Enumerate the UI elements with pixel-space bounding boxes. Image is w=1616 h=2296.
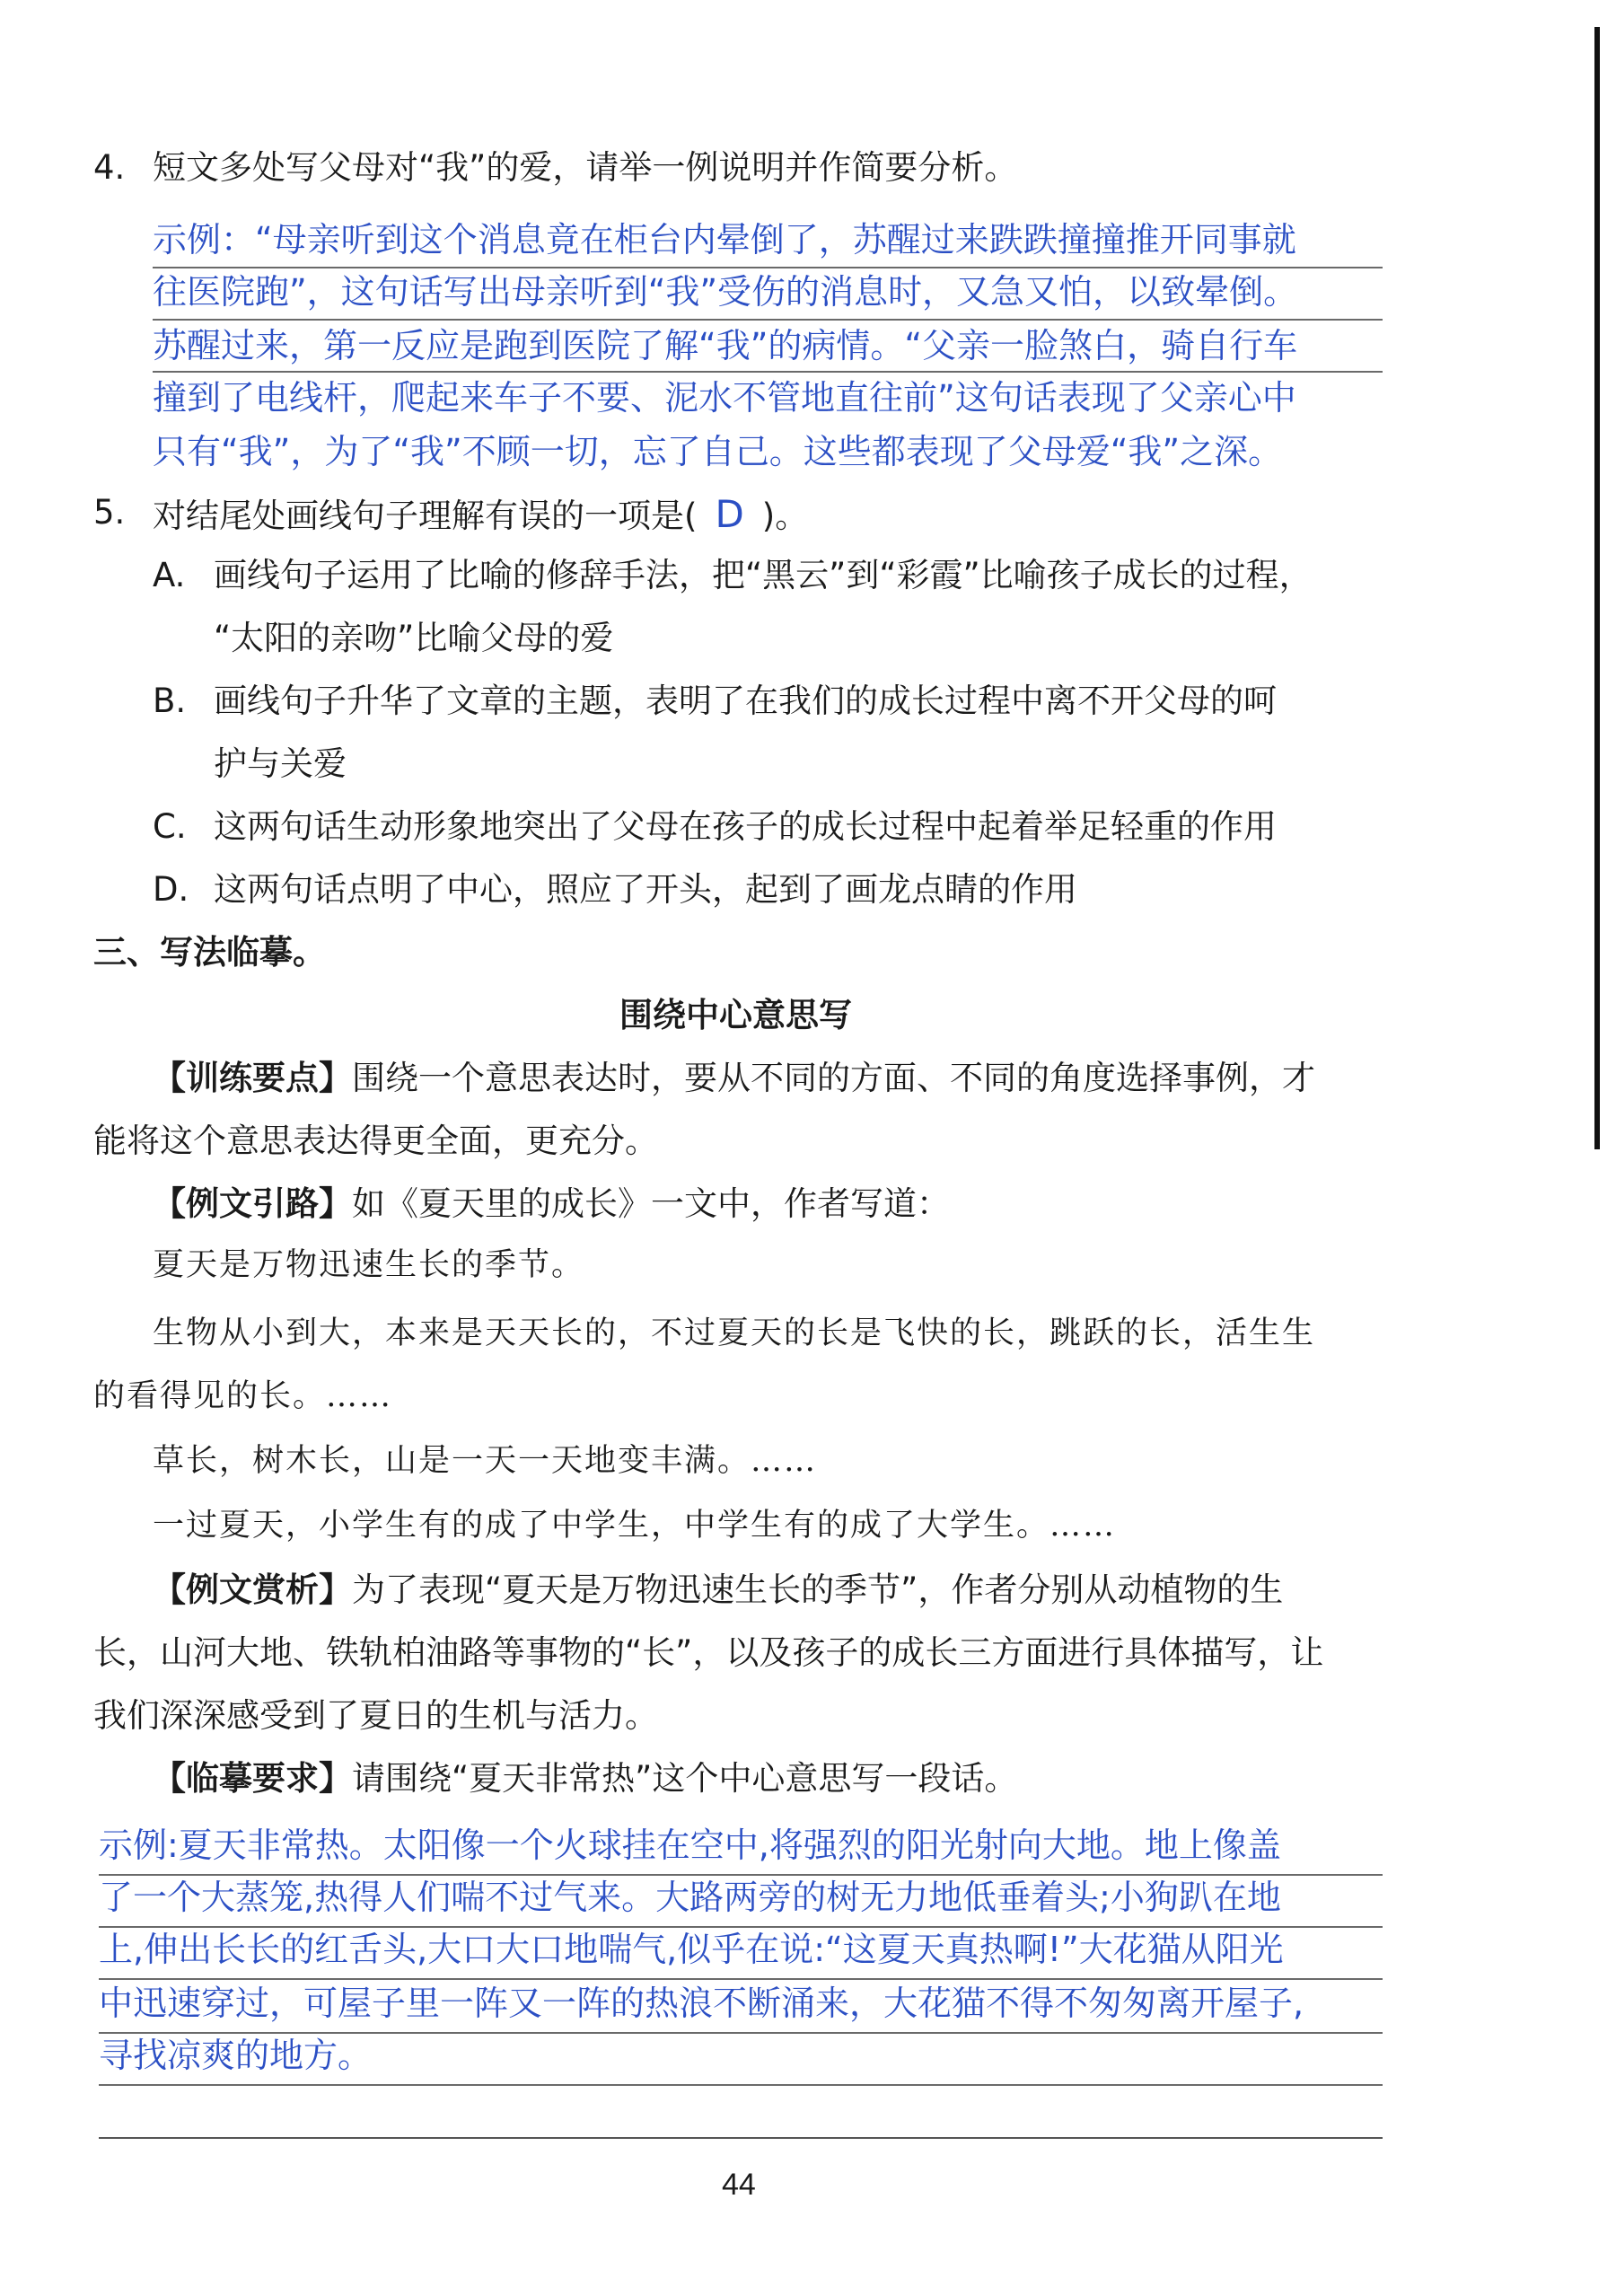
q4-answer-line: 往医院跑”，这句话写出母亲听到“我”受伤的消息时，又急又怕，以致晕倒。 bbox=[153, 272, 1298, 312]
q5-option-text: “太阳的亲吻”比喻父母的爱 bbox=[214, 619, 614, 657]
q5-option-text: 画线句子升华了文章的主题，表明了在我们的成长过程中离不开父母的呵 bbox=[214, 682, 1277, 720]
analysis-text: 我们深深感受到了夏日的生机与活力。 bbox=[93, 1696, 658, 1735]
q5-stem bbox=[153, 492, 809, 536]
training-tag: 【训练要点】 bbox=[153, 1059, 352, 1097]
q5-option-text: 这两句话点明了中心，照应了开头，起到了画龙点睛的作用 bbox=[214, 870, 1077, 909]
analysis-tag: 【例文赏析】 bbox=[153, 1570, 352, 1609]
excerpt-line: 生物从小到大，本来是天天长的，不过夏天的长是飞快的长，跳跃的长，活生生 bbox=[153, 1315, 1316, 1351]
analysis-text: 为了表现“夏天是万物迅速生长的季节”，作者分别从动植物的生 bbox=[352, 1570, 1284, 1609]
q5-option-label: B. bbox=[153, 682, 187, 720]
q5-option-label: D. bbox=[153, 870, 189, 909]
requirement-paragraph bbox=[153, 1759, 1018, 1798]
training-text: 能将这个意思表达得更全面，更充分。 bbox=[93, 1122, 658, 1160]
answer-rule bbox=[153, 267, 1383, 268]
answer-rule bbox=[99, 2032, 1383, 2034]
example-tag: 【例文引路】 bbox=[153, 1184, 352, 1223]
analysis-text: 长，山河大地、铁轨柏油路等事物的“长”，以及孩子的成长三方面进行具体描写，让 bbox=[93, 1633, 1324, 1672]
example-intro: 如《夏天里的成长》一文中，作者写道： bbox=[352, 1184, 950, 1223]
q5-option-text: 护与关爱 bbox=[214, 744, 347, 783]
excerpt-line: 夏天是万物迅速生长的季节。 bbox=[153, 1247, 585, 1283]
excerpt-line: 一过夏天，小学生有的成了中学生，中学生有的成了大学生。…… bbox=[153, 1508, 1117, 1544]
q5-option-label: A. bbox=[153, 556, 186, 594]
excerpt-line: 草长，树木长，山是一天一天地变丰满。…… bbox=[153, 1443, 818, 1479]
section-heading: 三、写法临摹。 bbox=[93, 933, 326, 972]
excerpt-line: 的看得见的长。…… bbox=[93, 1378, 393, 1414]
q5-option-label: C. bbox=[153, 807, 187, 846]
q5-number: 5. bbox=[93, 493, 126, 532]
q4-answer-line: 只有“我”，为了“我”不顾一切，忘了自己。这些都表现了父母爱“我”之深。 bbox=[153, 432, 1283, 471]
page-edge-bar bbox=[1594, 27, 1600, 1149]
page-number: 44 bbox=[722, 2168, 756, 2202]
q4-answer-line: 撞到了电线杆，爬起来车子不要、泥水不管地直往前”这句话表现了父亲心中 bbox=[153, 378, 1296, 418]
writing-answer-line: 中迅速穿过，可屋子里一阵又一阵的热浪不断涌来，大花猫不得不匆匆离开屋子, bbox=[99, 1984, 1304, 2023]
training-paragraph bbox=[153, 1061, 1315, 1095]
writing-answer-line: 上,伸出长长的红舌头,大口大口地喘气,似乎在说:“这夏天真热啊!”大花猫从阳光 bbox=[99, 1930, 1284, 1969]
training-text: 围绕一个意思表达时，要从不同的方面、不同的角度选择事例，才 bbox=[352, 1059, 1315, 1097]
q4-text: 短文多处写父母对“我”的爱，请举一例说明并作简要分析。 bbox=[153, 148, 1018, 187]
answer-rule bbox=[153, 319, 1383, 321]
requirement-tag: 【临摹要求】 bbox=[153, 1759, 352, 1798]
writing-answer-line: 示例:夏天非常热。太阳像一个火球挂在空中,将强烈的阳光射向大地。地上像盖 bbox=[99, 1825, 1281, 1865]
requirement-text: 请围绕“夏天非常热”这个中心意思写一段话。 bbox=[352, 1759, 1018, 1798]
analysis-paragraph bbox=[153, 1570, 1284, 1609]
q5-option-text: 这两句话生动形象地突出了父母在孩子的成长过程中起着举足轻重的作用 bbox=[214, 807, 1277, 846]
answer-rule bbox=[99, 1874, 1383, 1876]
section-title: 围绕中心意思写 bbox=[619, 996, 852, 1034]
q5-stem-after: )。 bbox=[761, 497, 809, 535]
answer-rule bbox=[99, 1978, 1383, 1980]
answer-rule bbox=[99, 1926, 1383, 1928]
q5-option-text: 画线句子运用了比喻的修辞手法，把“黑云”到“彩霞”比喻孩子成长的过程， bbox=[214, 556, 1313, 594]
writing-answer-line: 了一个大蒸笼,热得人们喘不过气来。大路两旁的树无力地低垂着头;小狗趴在地 bbox=[99, 1878, 1281, 1917]
answer-rule bbox=[153, 371, 1383, 373]
writing-answer-line: 寻找凉爽的地方。 bbox=[99, 2036, 373, 2075]
q5-answer-letter: D bbox=[715, 492, 744, 536]
q5-stem-before: 对结尾处画线句子理解有误的一项是( bbox=[153, 497, 698, 535]
example-paragraph bbox=[153, 1184, 950, 1223]
bottom-rule bbox=[99, 2137, 1383, 2139]
answer-rule bbox=[99, 2084, 1383, 2086]
q4-answer-line: 示例：“母亲听到这个消息竟在柜台内晕倒了，苏醒过来跌跌撞撞推开同事就 bbox=[153, 220, 1296, 260]
q4-number: 4. bbox=[93, 148, 126, 187]
q4-answer-line: 苏醒过来，第一反应是跑到医院了解“我”的病情。“父亲一脸煞白，骑自行车 bbox=[153, 326, 1298, 365]
